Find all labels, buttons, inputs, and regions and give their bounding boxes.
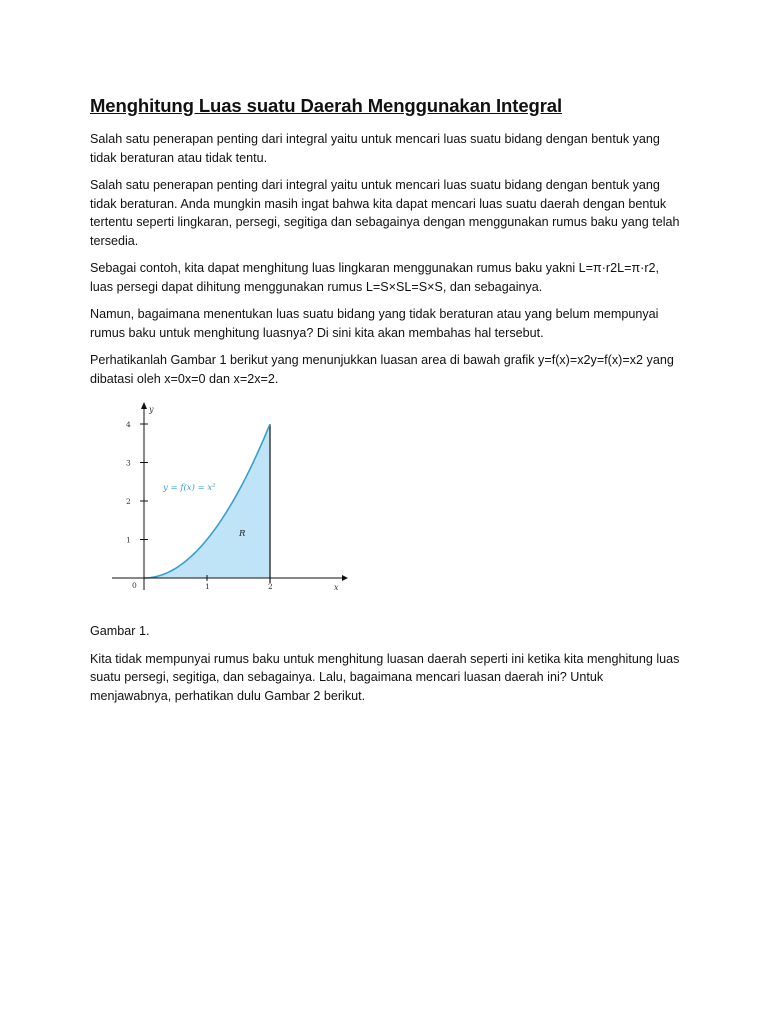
y-tick-label-3: 3	[126, 458, 131, 468]
region-label: R	[239, 529, 246, 539]
y-axis-arrow	[141, 402, 147, 409]
page-title: Menghitung Luas suatu Daerah Menggunakan Integral	[90, 95, 563, 116]
origin-label: 0	[132, 581, 137, 590]
x-axis-label: x	[334, 583, 339, 592]
paragraph-1: Salah satu penerapan penting dari integral yaitu untuk mencari luas suatu bidang dengan bentuk yang tidak beraturan atau tidak tentu.	[90, 132, 660, 165]
y-axis-label: y	[149, 405, 154, 414]
paragraph-5: Perhatikanlah Gambar 1 berikut yang menunjukkan luasan area di bawah grafik y=f(x)=x2y=f(x)=x2 yang dibatasi oleh x=0x=0 dan x=2x=2.	[90, 353, 674, 386]
curve-label: y = f(x) = x²	[163, 483, 216, 493]
figure-caption: Gambar 1.	[90, 624, 150, 638]
area-chart	[104, 400, 364, 600]
document-page	[90, 94, 680, 714]
y-tick-label-1: 1	[126, 535, 131, 545]
paragraph-2: Salah satu penerapan penting dari integral yaitu untuk mencari luas suatu bidang dengan bentuk yang tidak beraturan. Anda mungkin masih ingat bahwa kita dapat mencari luas suatu daerah dengan bentuk tertentu seperti lingkaran, persegi, segitiga dan sebagainya dengan menggunakan rumus baku yang telah tersedia.	[90, 178, 680, 248]
x-axis-arrow	[342, 575, 348, 581]
figure-1	[104, 400, 364, 600]
y-tick-label-4: 4	[126, 420, 131, 429]
y-tick-label-2: 2	[126, 497, 131, 506]
x-tick-label-2: 2	[268, 582, 273, 591]
paragraph-4: Namun, bagaimana menentukan luas suatu bidang yang tidak beraturan atau yang belum mempunyai rumus baku untuk menghitung luasnya? Di sini kita akan membahas hal tersebut.	[90, 307, 659, 340]
x-tick-label-1: 1	[205, 582, 210, 591]
area-region	[144, 424, 270, 578]
paragraph-3: Sebagai contoh, kita dapat menghitung luas lingkaran menggunakan rumus baku yakni L=π·r2L=π·r2, luas persegi dapat dihitung menggunakan rumus L=S×SL=S×S, dan sebagainya.	[90, 261, 660, 294]
paragraph-6: Kita tidak mempunyai rumus baku untuk menghitung luasan daerah seperti ini ketika kita menghitung luas suatu persegi, segitiga, dan sebagainya. Lalu, bagaimana mencari luasan daerah ini? Untuk menjawabnya, perhatikan dulu Gambar 2 berikut.	[90, 651, 680, 703]
